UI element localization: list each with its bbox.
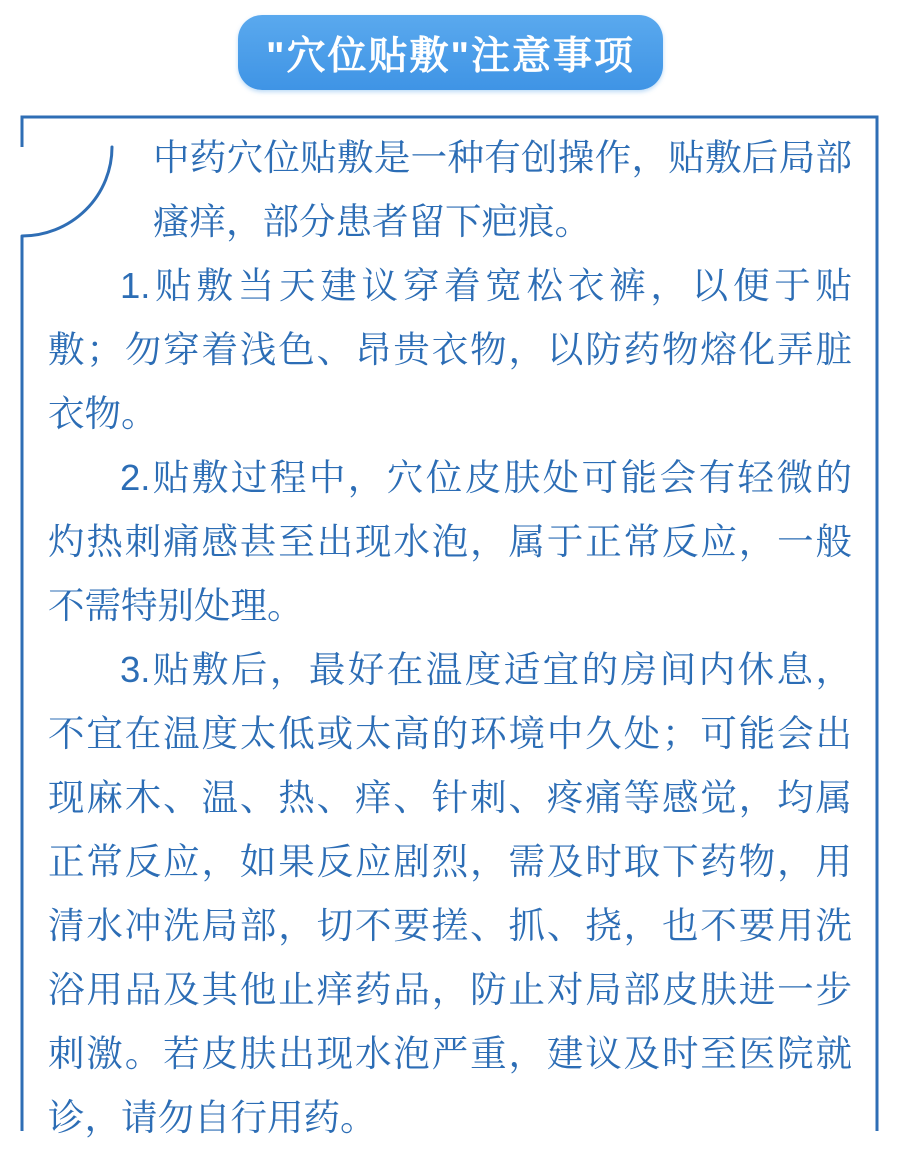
text-line: 瘙痒，部分患者留下疤痕。 [153, 201, 591, 242]
text-line: 正常反应，如果反应剧烈，需及时取下药物，用 [48, 841, 852, 882]
text-line: 清水冲洗局部，切不要搓、抓、挠，也不要用洗 [48, 905, 852, 946]
text-line: 中药穴位贴敷是一种有创操作，贴敷后局部 [153, 137, 852, 178]
page-title: "穴位贴敷"注意事项 [266, 34, 635, 78]
text-line: 灼热刺痛感甚至出现水泡，属于正常反应，一般 [48, 521, 852, 562]
text-line: 诊，请勿自行用药。 [48, 1097, 377, 1138]
notice-item-1 [48, 254, 852, 446]
intro-paragraph [153, 126, 852, 254]
text-line: 2.贴敷过程中，穴位皮肤处可能会有轻微的 [120, 457, 852, 498]
notice-item-3 [48, 638, 852, 1150]
text-line: 1.贴敷当天建议穿着宽松衣裤，以便于贴 [120, 265, 852, 306]
text-line: 不需特别处理。 [48, 585, 304, 626]
text-line: 浴用品及其他止痒药品，防止对局部皮肤进一步 [48, 969, 852, 1010]
text-line: 不宜在温度太低或太高的环境中久处；可能会出 [48, 713, 852, 754]
text-line: 敷；勿穿着浅色、昂贵衣物，以防药物熔化弄脏 [48, 329, 852, 370]
notice-item-2 [48, 446, 852, 638]
notice-body [48, 126, 852, 1150]
text-line: 刺激。若皮肤出现水泡严重，建议及时至医院就 [48, 1033, 852, 1074]
text-line: 衣物。 [48, 393, 158, 434]
text-line: 现麻木、温、热、痒、针刺、疼痛等感觉，均属 [48, 777, 852, 818]
text-line: 3.贴敷后，最好在温度适宜的房间内休息， [120, 649, 852, 690]
